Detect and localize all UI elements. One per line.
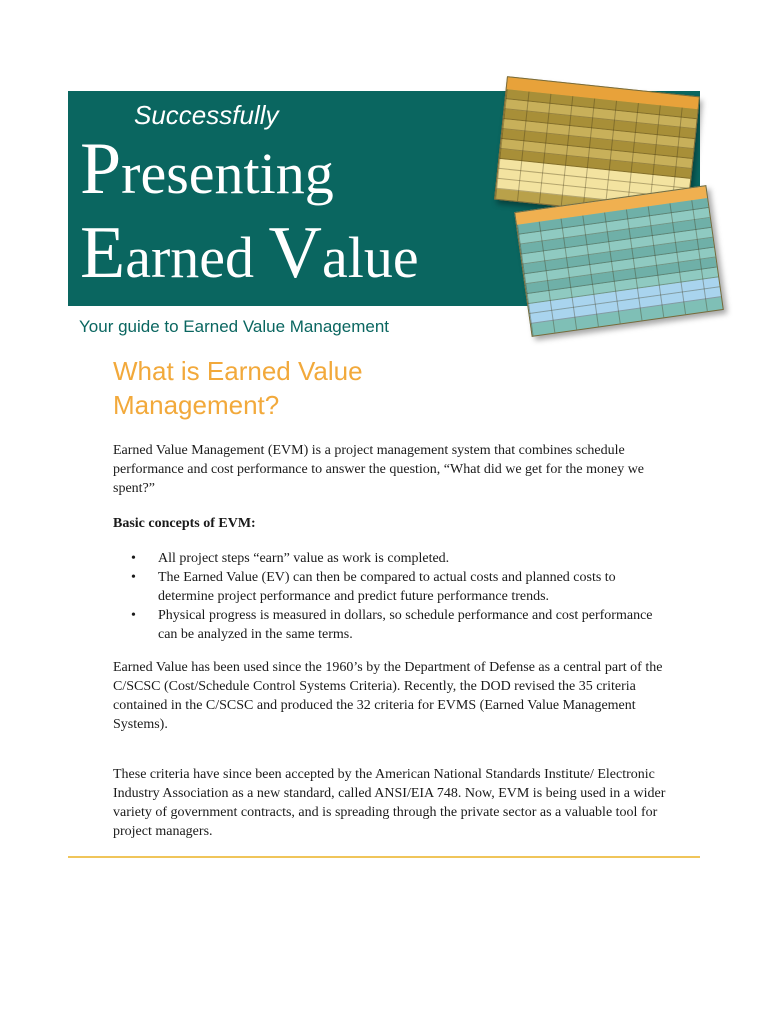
title-word-arned: arned bbox=[125, 225, 269, 290]
list-item bbox=[113, 606, 673, 644]
bullet-icon: • bbox=[131, 551, 136, 566]
title-initial-v: V bbox=[268, 212, 322, 294]
spreadsheet-image-performance bbox=[514, 185, 724, 337]
page-subtitle: Your guide to Earned Value Management bbox=[79, 317, 390, 336]
history-paragraph: Earned Value has been used since the 1960’s by the Department of Defense as a central part of the C/SCSC (Cost/Schedule Control Systems Criteria). Recently, the DOD revised the 35 criteria contained in the C/SCSC and produced the 32 criteria for EVMS (Earned Value Management Systems). bbox=[113, 660, 663, 732]
banner-title-line-2 bbox=[80, 212, 419, 294]
title-initial-e: E bbox=[80, 212, 126, 294]
list-item bbox=[113, 568, 673, 606]
list-item-text: All project steps “earn” value as work is completed. bbox=[158, 551, 450, 566]
title-word-alue: alue bbox=[321, 225, 419, 290]
bullet-icon: • bbox=[131, 570, 136, 585]
list-item bbox=[113, 549, 673, 568]
concepts-title: Basic concepts of EVM: bbox=[113, 516, 256, 531]
intro-paragraph: Earned Value Management (EVM) is a project management system that combines schedule performance and cost performance to answer the question, “What did we get for the money we spent?” bbox=[113, 443, 645, 496]
section-heading: What is Earned Value Management? bbox=[113, 356, 363, 420]
banner-title-line-1 bbox=[80, 128, 334, 210]
criteria-paragraph: These criteria have since been accepted by the American National Standards Institute/ Electronic Industry Association as a new standard, called ANSI/EIA 748. Now, EVM is being used in a wider variety of government contracts, and is spreading through the private sector as a valuable tool for project managers. bbox=[113, 767, 666, 839]
bullet-icon: • bbox=[131, 608, 136, 623]
concepts-list bbox=[113, 549, 673, 644]
list-item-text: The Earned Value (EV) can then be compared to actual costs and planned costs to determine project performance and predict future performance trends. bbox=[158, 570, 616, 604]
list-item-text: Physical progress is measured in dollars, so schedule performance and cost performance can be analyzed in the same terms. bbox=[158, 608, 653, 642]
banner-kicker: Successfully bbox=[134, 100, 279, 130]
bottom-divider bbox=[68, 856, 700, 858]
title-word-resenting: resenting bbox=[121, 141, 334, 206]
title-initial-p: P bbox=[80, 128, 122, 210]
